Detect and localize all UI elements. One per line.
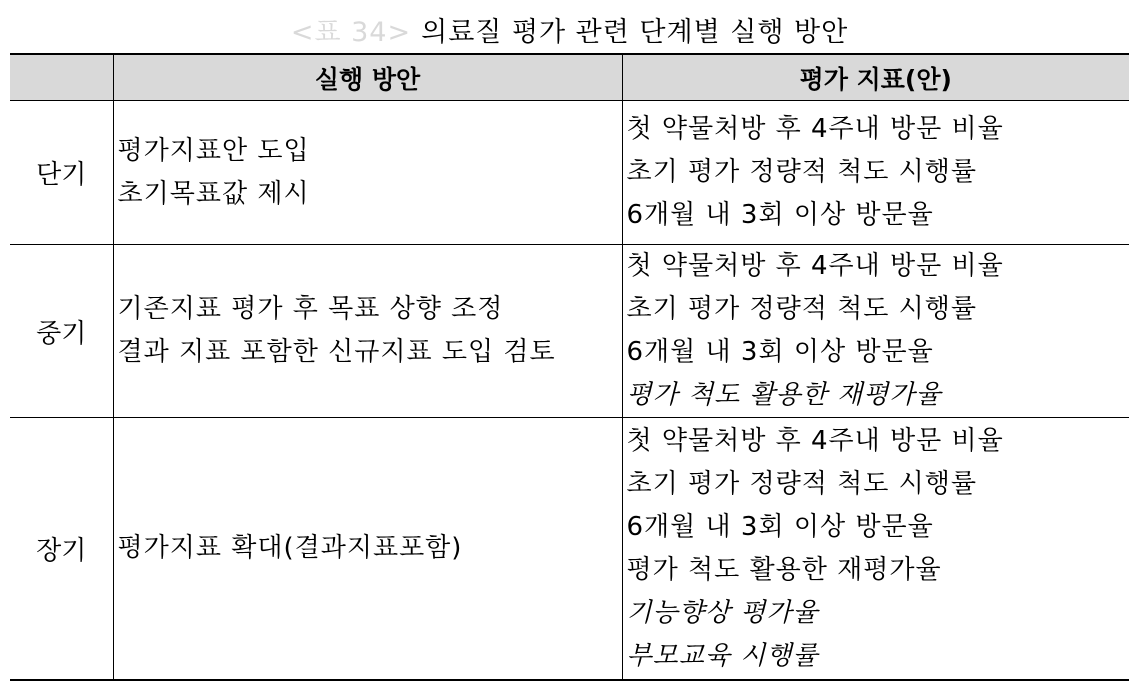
- action-item: 결과 지표 포함한 신규지표 도입 검토: [117, 337, 556, 367]
- indicators-cell: [622, 101, 1129, 245]
- action-item: 평가지표 확대(결과지표포함): [117, 533, 463, 563]
- period-cell: 단기: [10, 101, 113, 245]
- action-item: 초기목표값 제시: [117, 178, 310, 209]
- header-indicators: 평가 지표(안): [622, 54, 1129, 101]
- header-actions: 실행 방안: [113, 54, 622, 101]
- action-item: 기존지표 평가 후 목표 상향 조정: [117, 294, 504, 324]
- actions-cell: [113, 245, 622, 418]
- indicator-item: 평가 척도 활용한 재평가율: [626, 554, 942, 585]
- indicator-item: 첫 약물처방 후 4주내 방문 비율: [626, 114, 1004, 144]
- indicator-item: 첫 약물처방 후 4주내 방문 비율: [626, 251, 1004, 281]
- indicator-item: 6개월 내 3회 이상 방문율: [626, 511, 934, 542]
- actions-cell: [113, 101, 622, 245]
- action-item: 평가지표안 도입: [117, 135, 310, 166]
- table-row-short-term: [10, 101, 1129, 245]
- header-period: [10, 54, 113, 101]
- indicator-item-new: 기능향상 평가율: [626, 597, 819, 628]
- indicator-item-new: 부모교육 시행률: [626, 640, 819, 671]
- implementation-plan-table: [10, 53, 1129, 681]
- period-cell: 장기: [10, 418, 113, 681]
- indicator-item: 초기 평가 정량적 척도 시행률: [626, 294, 977, 324]
- table-number-label: <표 34>: [290, 17, 412, 48]
- table-row-mid-term: [10, 245, 1129, 418]
- indicator-item: 초기 평가 정량적 척도 시행률: [626, 157, 977, 187]
- table-header-row: [10, 54, 1129, 101]
- indicator-item: 초기 평가 정량적 척도 시행률: [626, 468, 977, 499]
- actions-cell: [113, 418, 622, 681]
- table-caption: [0, 10, 1139, 49]
- indicators-cell: [622, 418, 1129, 681]
- indicators-cell: [622, 245, 1129, 418]
- indicator-item: 6개월 내 3회 이상 방문율: [626, 337, 934, 367]
- indicator-item-new: 평가 척도 활용한 재평가율: [626, 380, 942, 410]
- table-row-long-term: [10, 418, 1129, 681]
- indicator-item: 첫 약물처방 후 4주내 방문 비율: [626, 425, 1004, 456]
- table-title: 의료질 평가 관련 단계별 실행 방안: [421, 17, 849, 48]
- indicator-item: 6개월 내 3회 이상 방문율: [626, 200, 934, 230]
- period-cell: 중기: [10, 245, 113, 418]
